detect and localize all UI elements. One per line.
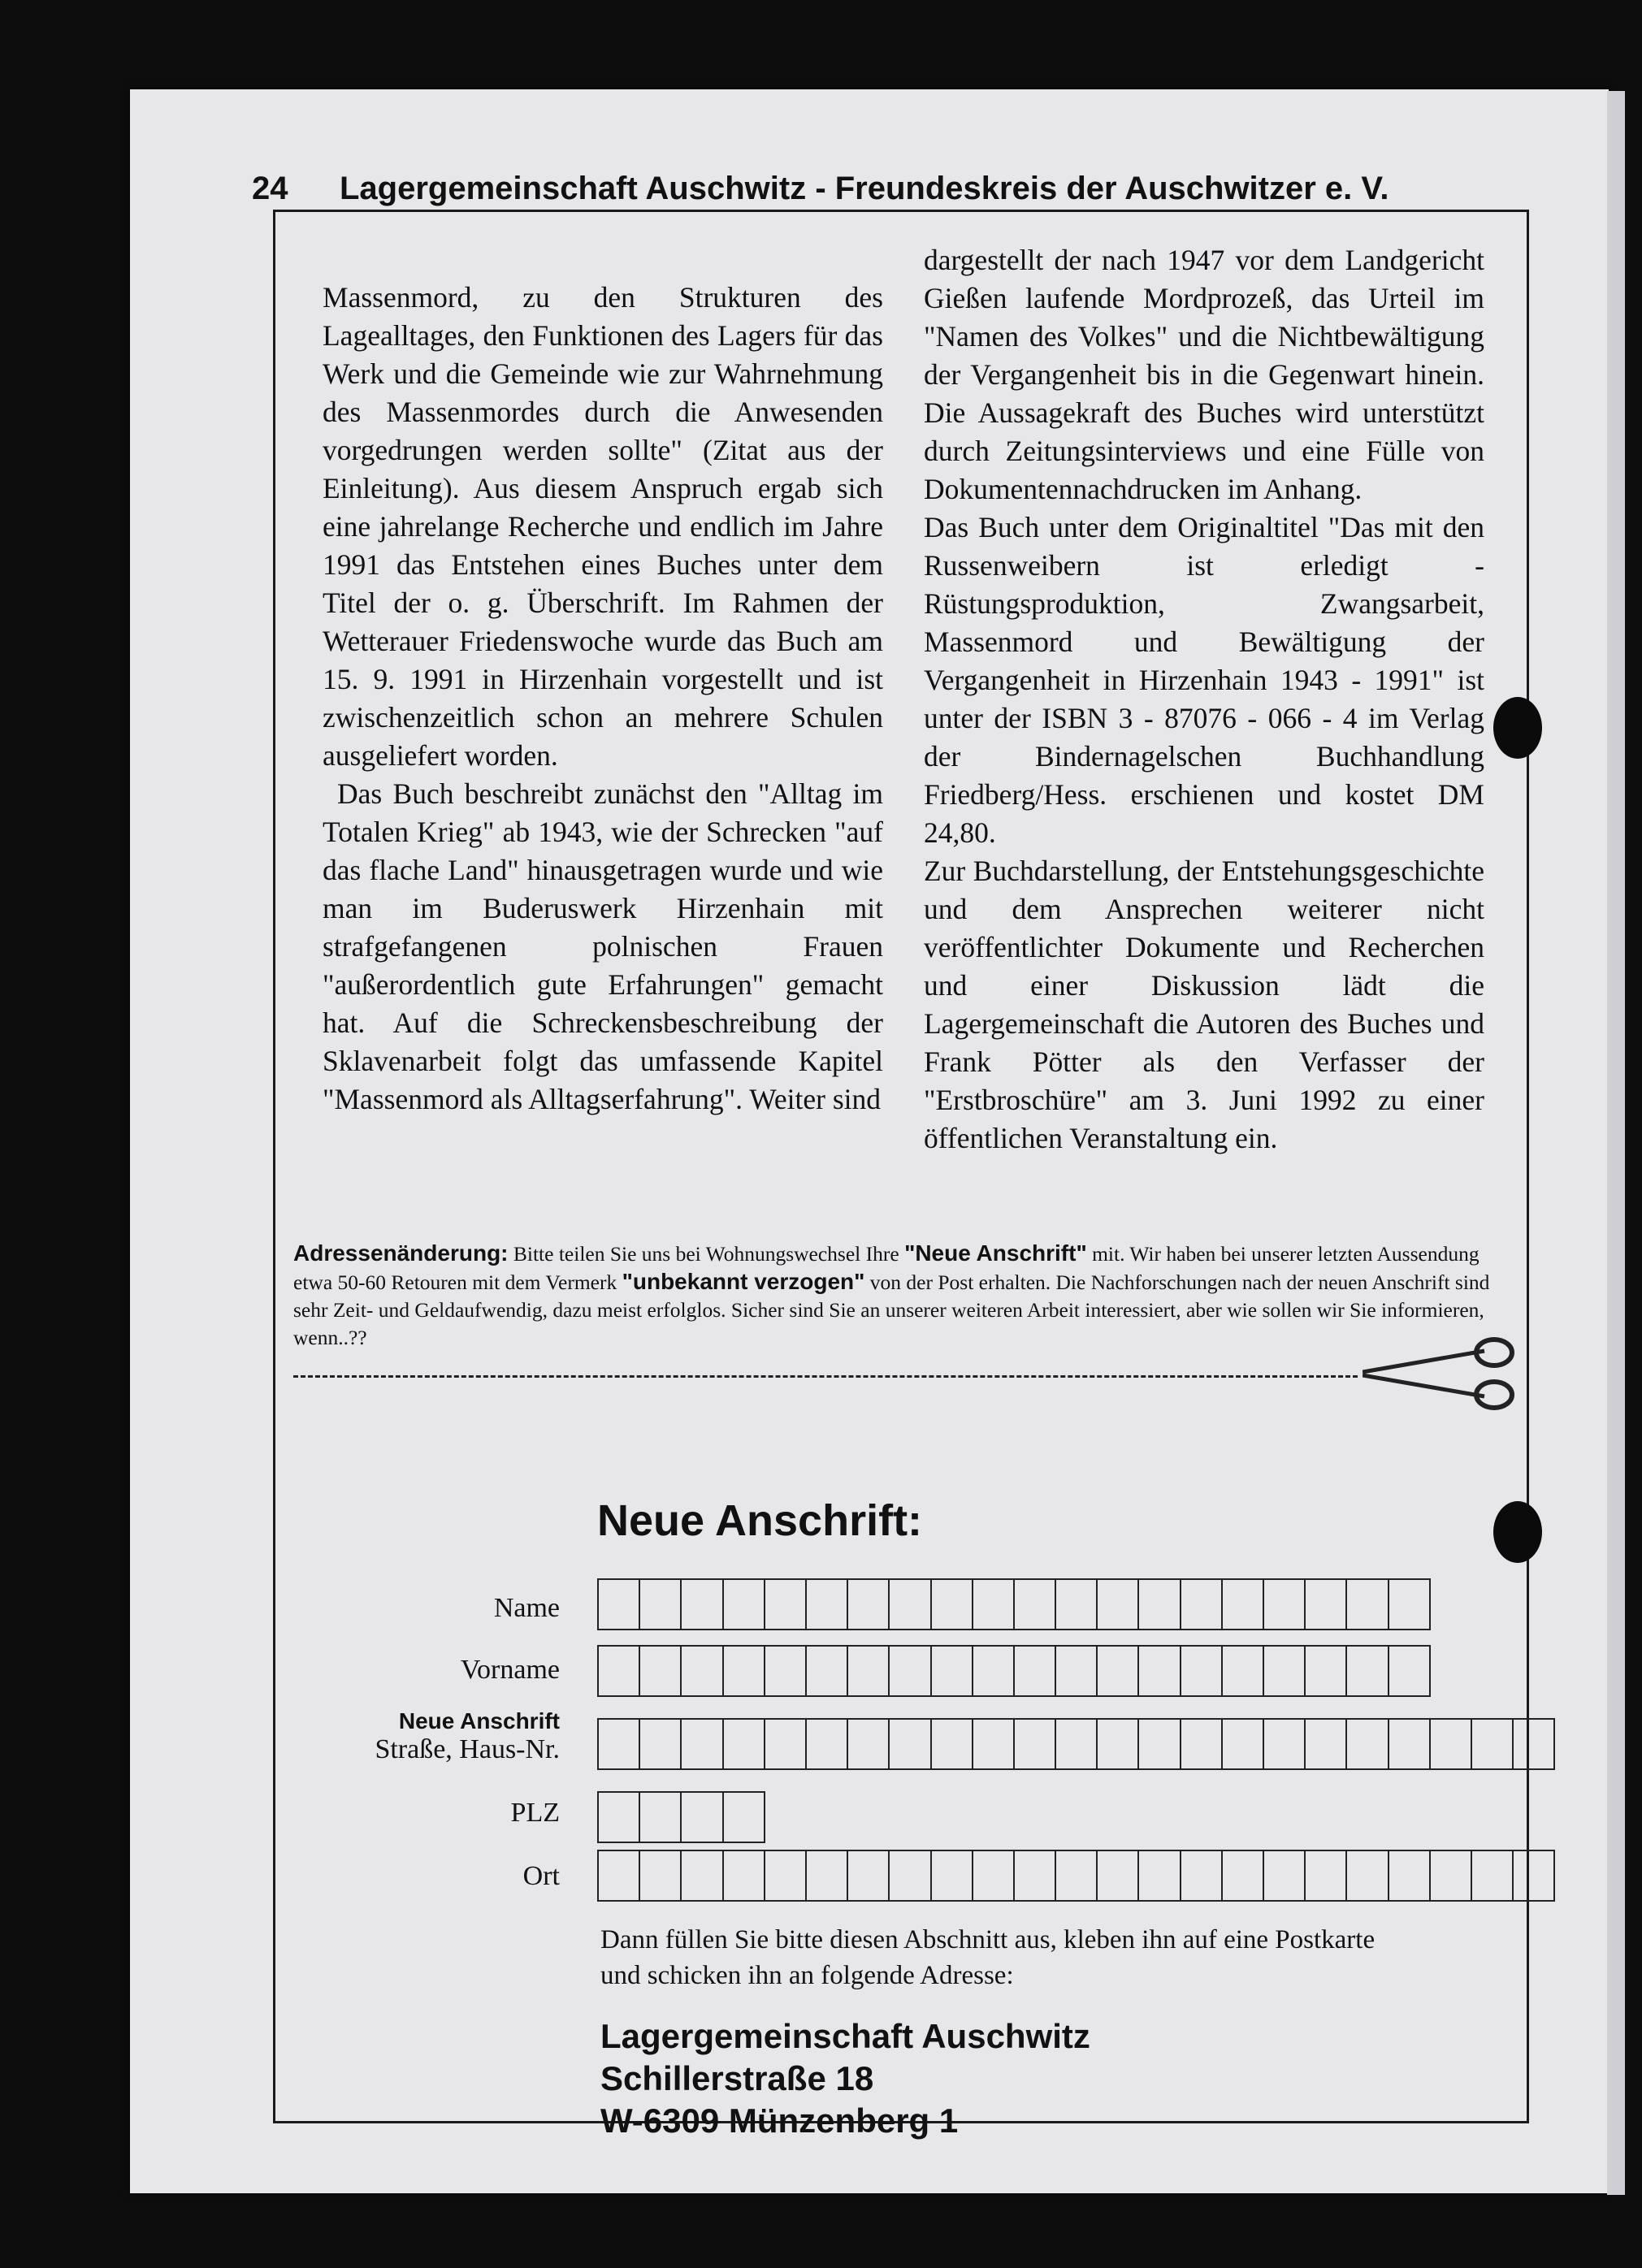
- char-box[interactable]: [639, 1578, 682, 1630]
- char-box[interactable]: [597, 1578, 640, 1630]
- char-box[interactable]: [1137, 1718, 1181, 1770]
- address-line: Schillerstraße 18: [600, 2059, 874, 2097]
- char-box[interactable]: [972, 1578, 1015, 1630]
- char-box[interactable]: [930, 1578, 973, 1630]
- content-frame: [273, 210, 1529, 2140]
- name-label: Name: [493, 1593, 560, 1623]
- notice-text: mit. Wir haben bei unserer letzten Aussendung etwa 50-60 Retouren mit dem Vermerk: [293, 1242, 1480, 1294]
- name-field[interactable]: [599, 1578, 1431, 1630]
- left-paragraph: Das Buch beschreibt zunächst den "Alltag im Totalen Krieg" ab 1943, wie der Schrecken "auf das flache Land" hinausgetragen wurde und wie man im Buderuswerk Hirzenhain mit strafgefangenen polnischen Frauen "außerordentlich gute Erfahrungen" gemacht hat. Auf die Schreckensbeschreibung der Sklavenarbeit folgt das umfassende Kapitel "Massenmord als Alltagserfahrung". Weiter sind: [323, 777, 883, 1115]
- left-paragraph: Massenmord, zu den Strukturen des Lagealltages, den Funktionen des Lagers für das Werk und die Gemeinde wie zur Wahrnehmung des Massenmordes durch die Anwesenden vorgedrungen werden sollte" (Zitat aus der Einleitung). Aus diesem Anspruch ergab sich eine jahrelange Recherche und endlich im Jahre 1991 das Entstehen eines Buches unter dem Titel der o. g. Überschrift. Im Rahmen der Wetterauer Friedenswoche wurde das Buch am 15. 9. 1991 in Hirzenhain vorgestellt und ist zwischenzeitlich schon an mehrere Schulen ausgeliefert worden.: [323, 281, 883, 772]
- street-field[interactable]: [599, 1718, 1555, 1770]
- char-box[interactable]: [764, 1850, 807, 1902]
- char-box[interactable]: [1388, 1718, 1431, 1770]
- street-label-text: Straße, Haus-Nr.: [375, 1734, 560, 1764]
- char-box[interactable]: [805, 1578, 848, 1630]
- char-box[interactable]: [1304, 1645, 1347, 1697]
- char-box[interactable]: [597, 1791, 640, 1843]
- char-box[interactable]: [597, 1850, 640, 1902]
- char-box[interactable]: [1345, 1578, 1389, 1630]
- right-paragraph: dargestellt der nach 1947 vor dem Landgericht Gießen laufende Mordprozeß, das Urteil im "Namen des Volkes" und die Nichtbewältigung der Vergangenheit bis in die Gegenwart hinein. Die Aussagekraft des Buches wird unterstützt durch Zeitungsinterviews und eine Fülle von Dokumentennachdrucken im Anhang.: [924, 244, 1484, 505]
- address-line: W-6309 Münzenberg 1: [600, 2101, 959, 2140]
- char-box[interactable]: [1388, 1578, 1431, 1630]
- char-box[interactable]: [972, 1718, 1015, 1770]
- char-box[interactable]: [1055, 1645, 1098, 1697]
- punch-hole: [1493, 697, 1542, 759]
- char-box[interactable]: [1013, 1718, 1056, 1770]
- char-box[interactable]: [1013, 1645, 1056, 1697]
- address-line: Lagergemeinschaft Auschwitz: [600, 2017, 1090, 2055]
- mailing-address: [600, 2015, 1090, 2142]
- char-box[interactable]: [1180, 1850, 1223, 1902]
- char-box[interactable]: [680, 1850, 723, 1902]
- char-box[interactable]: [805, 1645, 848, 1697]
- right-paragraph: Zur Buchdarstellung, der Entstehungsgeschichte und dem Ansprechen weiterer nicht veröffentlichter Dokumente und Recherchen und einer Diskussion lädt die Lagergemeinschaft die Autoren des Buches und Frank Pötter als den Verfasser der "Erstbroschüre" am 3. Juni 1992 zu einer öffentlichen Veranstaltung ein.: [924, 855, 1484, 1154]
- char-box[interactable]: [1388, 1645, 1431, 1697]
- notice-heading: Adressenänderung:: [293, 1240, 509, 1266]
- char-box[interactable]: [1221, 1718, 1264, 1770]
- char-box[interactable]: [1429, 1718, 1472, 1770]
- char-box[interactable]: [1137, 1850, 1181, 1902]
- instructions: Dann füllen Sie bitte diesen Abschnitt aus, kleben ihn auf eine Postkarte und schicken ihn an folgende Adresse:: [600, 1925, 1376, 1990]
- char-box[interactable]: [888, 1578, 931, 1630]
- char-box[interactable]: [1137, 1578, 1181, 1630]
- char-box[interactable]: [847, 1850, 890, 1902]
- char-box[interactable]: [722, 1791, 765, 1843]
- char-box[interactable]: [1055, 1578, 1098, 1630]
- char-box[interactable]: [680, 1718, 723, 1770]
- notice-text: von der Post erhalten. Die Nachforschungen nach der neuen Anschrift sind sehr Zeit- und Geldaufwendig, dazu meist erfolglos. Sicher sind Sie an unserer weiteren Arbeit interessiert, aber wie sollen wir Sie informieren, wenn..??: [293, 1270, 1490, 1349]
- char-box[interactable]: [888, 1645, 931, 1697]
- char-box[interactable]: [1471, 1718, 1514, 1770]
- char-box[interactable]: [639, 1850, 682, 1902]
- char-box[interactable]: [847, 1645, 890, 1697]
- char-box[interactable]: [1221, 1578, 1264, 1630]
- vorname-label: Vorname: [460, 1655, 560, 1685]
- char-box[interactable]: [972, 1850, 1015, 1902]
- char-box[interactable]: [722, 1645, 765, 1697]
- cut-line: [293, 1375, 1358, 1378]
- char-box[interactable]: [1221, 1850, 1264, 1902]
- form-title: Neue Anschrift:: [597, 1496, 923, 1545]
- header-title: Lagergemeinschaft Auschwitz - Freundeskreis der Auschwitzer e. V.: [340, 171, 1389, 206]
- char-box[interactable]: [639, 1645, 682, 1697]
- ort-label: Ort: [522, 1861, 560, 1891]
- scissors-icon: [1363, 1333, 1517, 1414]
- char-box[interactable]: [1180, 1645, 1223, 1697]
- char-box[interactable]: [722, 1578, 765, 1630]
- street-label-bold: Neue Anschrift: [398, 1708, 560, 1733]
- char-box[interactable]: [1429, 1850, 1472, 1902]
- char-box[interactable]: [597, 1718, 640, 1770]
- address-change-notice: [293, 1240, 1512, 1352]
- char-box[interactable]: [764, 1578, 807, 1630]
- ort-field[interactable]: [599, 1850, 1555, 1902]
- char-box[interactable]: [847, 1578, 890, 1630]
- char-box[interactable]: [1345, 1718, 1389, 1770]
- char-box[interactable]: [722, 1850, 765, 1902]
- document-page: [130, 89, 1609, 2193]
- char-box[interactable]: [1263, 1645, 1306, 1697]
- char-box[interactable]: [1055, 1718, 1098, 1770]
- char-box[interactable]: [847, 1718, 890, 1770]
- char-box[interactable]: [1055, 1850, 1098, 1902]
- vorname-field[interactable]: [599, 1645, 1431, 1697]
- street-label: [251, 1708, 560, 1765]
- char-box[interactable]: [639, 1718, 682, 1770]
- char-box[interactable]: [764, 1718, 807, 1770]
- char-box[interactable]: [805, 1850, 848, 1902]
- char-box[interactable]: [1013, 1850, 1056, 1902]
- right-paragraph: Das Buch unter dem Originaltitel "Das mit den Russenweibern ist erledigt - Rüstungsproduktion, Zwangsarbeit, Massenmord und Bewältigung der Vergangenheit in Hirzenhain 1943 - 1991" ist unter der ISBN 3 - 87076 - 066 - 4 im Verlag der Bindernagelschen Buchhandlung Friedberg/Hess. erschienen und kostet DM 24,80.: [924, 511, 1484, 849]
- char-box[interactable]: [1013, 1578, 1056, 1630]
- char-box[interactable]: [1180, 1578, 1223, 1630]
- char-box[interactable]: [597, 1645, 640, 1697]
- char-box[interactable]: [680, 1578, 723, 1630]
- char-box[interactable]: [1345, 1850, 1389, 1902]
- char-box[interactable]: [639, 1791, 682, 1843]
- char-box[interactable]: [1471, 1850, 1514, 1902]
- char-box[interactable]: [888, 1718, 931, 1770]
- char-box[interactable]: [722, 1718, 765, 1770]
- left-column: [323, 279, 883, 1119]
- char-box[interactable]: [1263, 1578, 1306, 1630]
- char-box[interactable]: [1512, 1850, 1555, 1902]
- char-box[interactable]: [930, 1718, 973, 1770]
- char-box[interactable]: [972, 1645, 1015, 1697]
- char-box[interactable]: [1345, 1645, 1389, 1697]
- char-box[interactable]: [1221, 1645, 1264, 1697]
- right-column: [924, 241, 1484, 1158]
- char-box[interactable]: [1263, 1718, 1306, 1770]
- char-box[interactable]: [764, 1645, 807, 1697]
- char-box[interactable]: [1512, 1718, 1555, 1770]
- plz-label: PLZ: [510, 1798, 560, 1828]
- char-box[interactable]: [1096, 1850, 1139, 1902]
- char-box[interactable]: [805, 1718, 848, 1770]
- notice-text: Bitte teilen Sie uns bei Wohnungswechsel Ihre: [508, 1242, 905, 1266]
- char-box[interactable]: [1263, 1850, 1306, 1902]
- char-box[interactable]: [930, 1645, 973, 1697]
- char-box[interactable]: [1096, 1645, 1139, 1697]
- page-number: 24: [252, 171, 288, 206]
- char-box[interactable]: [1304, 1718, 1347, 1770]
- char-box[interactable]: [930, 1850, 973, 1902]
- notice-bold: "unbekannt verzogen": [622, 1269, 865, 1294]
- plz-field[interactable]: [599, 1791, 765, 1843]
- char-box[interactable]: [1304, 1578, 1347, 1630]
- char-box[interactable]: [1137, 1645, 1181, 1697]
- char-box[interactable]: [1096, 1718, 1139, 1770]
- char-box[interactable]: [1388, 1850, 1431, 1902]
- page-header: [252, 171, 1576, 207]
- char-box[interactable]: [680, 1645, 723, 1697]
- char-box[interactable]: [888, 1850, 931, 1902]
- page-edge: [1607, 91, 1625, 2195]
- notice-bold: "Neue Anschrift": [904, 1240, 1087, 1266]
- punch-hole: [1493, 1501, 1542, 1563]
- char-box[interactable]: [680, 1791, 723, 1843]
- char-box[interactable]: [1304, 1850, 1347, 1902]
- char-box[interactable]: [1096, 1578, 1139, 1630]
- char-box[interactable]: [1180, 1718, 1223, 1770]
